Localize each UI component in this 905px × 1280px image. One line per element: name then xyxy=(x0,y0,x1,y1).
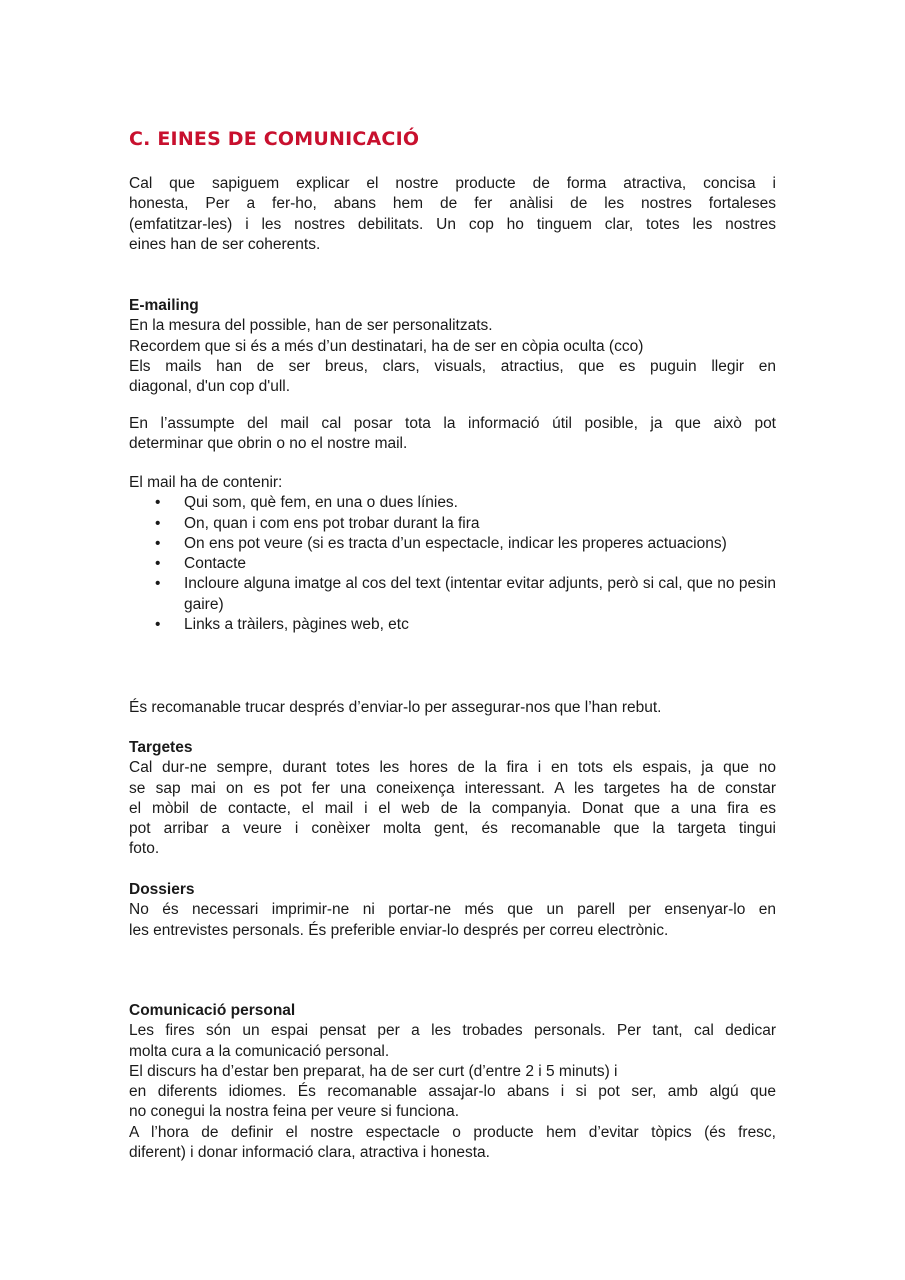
text-line: eines han de ser coherents. xyxy=(129,235,321,253)
text-line: Els mails han de ser breus, clars, visuals, atractius, que es puguin llegir en xyxy=(129,357,776,375)
mail-contents xyxy=(129,473,776,635)
text-line: Recordem que si és a més d’un destinatari, ha de ser en còpia oculta (cco) xyxy=(129,337,644,355)
text-line: foto. xyxy=(129,840,160,858)
text-line: les entrevistes personals. És preferible enviar-lo després per correu electrònic. xyxy=(129,921,669,939)
list-item: • Links a tràilers, pàgines web, etc xyxy=(129,615,776,635)
text-line: No és necessari imprimir-ne ni portar-ne més que un parell per ensenyar-lo en xyxy=(129,901,776,919)
targetes-section xyxy=(129,738,776,860)
subject-paragraph xyxy=(129,414,776,455)
text-line: en diferents idiomes. És recomanable assajar-lo abans i si pot ser, amb algú que xyxy=(129,1083,776,1101)
list-intro: El mail ha de contenir: xyxy=(129,474,283,491)
list-item: • Incloure alguna imatge al cos del text (intentar evitar adjunts, però si cal, que no pesin gaire) xyxy=(129,574,776,615)
emailing-heading: E-mailing xyxy=(129,297,199,314)
text-line: Les fires són un espai pensat per a les trobades personals. Per tant, cal dedicar xyxy=(129,1022,776,1040)
text-line: diagonal, d'un cop d'ull. xyxy=(129,378,291,396)
list-item: • On, quan i com ens pot trobar durant la fira xyxy=(129,514,776,534)
text-line: honesta, Per a fer-ho, abans hem de fer anàlisi de les nostres fortaleses xyxy=(129,195,776,213)
list-item: • Qui som, què fem, en una o dues línies. xyxy=(129,493,776,513)
text-line: no conegui la nostra feina per veure si funciona. xyxy=(129,1103,460,1121)
targetes-heading: Targetes xyxy=(129,739,193,756)
emailing-section xyxy=(129,296,776,397)
comunicacio-section xyxy=(129,1001,776,1163)
text-line: El discurs ha d’estar ben preparat, ha de ser curt (d’entre 2 i 5 minuts) i xyxy=(129,1062,618,1080)
intro-paragraph xyxy=(129,174,776,255)
list-item: • On ens pot veure (si es tracta d’un espectacle, indicar les properes actuacions) xyxy=(129,534,776,554)
text-line: En l’assumpte del mail cal posar tota la informació útil posible, ja que això pot xyxy=(129,415,776,432)
text-line: En la mesura del possible, han de ser personalitzats. xyxy=(129,317,493,335)
text-line: A l’hora de definir el nostre espectacle o producte hem d’evitar tòpics (és fresc, xyxy=(129,1123,776,1141)
list-item: • Contacte xyxy=(129,554,776,574)
text-line: molta cura a la comunicació personal. xyxy=(129,1042,390,1060)
section-title: C. EINES DE COMUNICACIÓ xyxy=(129,128,420,150)
text-line: el mòbil de contacte, el mail i el web de la companyia. Donat que a una fira es xyxy=(129,799,776,817)
text-line: determinar que obrin o no el nostre mail. xyxy=(129,435,408,453)
text-line: diferent) i donar informació clara, atractiva i honesta. xyxy=(129,1144,490,1162)
text-line: Cal dur-ne sempre, durant totes les hores de la fira i en tots els espais, ja que no xyxy=(129,759,776,777)
text-line: És recomanable trucar després d’enviar-lo per assegurar-nos que l’han rebut. xyxy=(129,699,662,716)
text-line: pot arribar a veure i conèixer molta gent, és recomanable que la targeta tingui xyxy=(129,820,776,838)
text-line: (emfatitzar-les) i les nostres debilitats. Un cop ho tinguem clar, totes les nostres xyxy=(129,215,776,233)
dossiers-heading: Dossiers xyxy=(129,881,195,898)
mail-contents-list xyxy=(129,493,776,635)
call-note xyxy=(129,698,776,718)
dossiers-section xyxy=(129,880,776,941)
text-line: se sap mai on es pot fer una coneixença interessant. A les targetes ha de constar xyxy=(129,779,776,797)
text-line: Cal que sapiguem explicar el nostre producte de forma atractiva, concisa i xyxy=(129,175,776,192)
comunicacio-heading: Comunicació personal xyxy=(129,1002,296,1019)
